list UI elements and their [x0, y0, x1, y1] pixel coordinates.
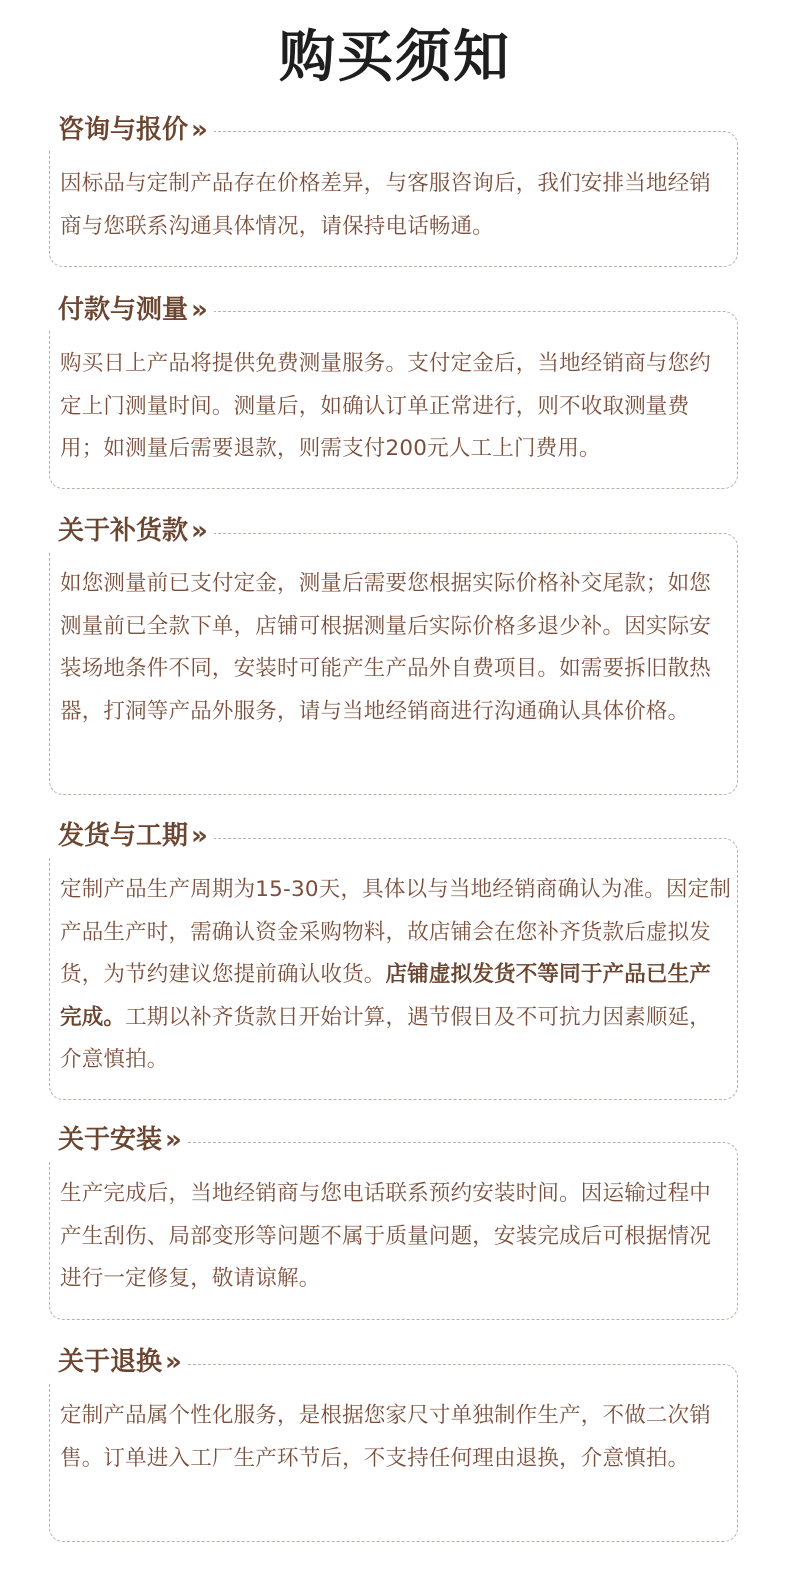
double-chevron-right-icon: »: [191, 295, 208, 325]
section-heading: [49, 816, 214, 856]
section-body: [60, 869, 732, 1082]
section-body: 如您测量前已支付定金，测量后需要您根据实际价格补交尾款；如您测量前已全款下单，店铺可根据测量后实际价格多退少补。因实际安装场地条件不同，安装时可能产生产品外自费项目。如需要拆旧散热器，打洞等产品外服务，请与当地经销商进行沟通确认具体价格。: [60, 571, 712, 724]
section-heading-label: 付款与测量: [58, 295, 189, 325]
double-chevron-right-icon: »: [191, 821, 208, 851]
double-chevron-right-icon: »: [165, 1125, 182, 1155]
double-chevron-right-icon: »: [191, 115, 208, 145]
section-body: 因标品与定制产品存在价格差异，与客服咨询后，我们安排当地经销商与您联系沟通具体情况，请保持电话畅通。: [60, 171, 712, 239]
section-heading-label: 关于补货款: [58, 516, 189, 546]
section-heading-label: 发货与工期: [58, 821, 189, 851]
section-heading-label: 关于安装: [58, 1125, 163, 1155]
section-heading: [49, 1120, 188, 1160]
section-body-emphasis: 店铺虚拟发货不等同于产品已生产完成。: [60, 962, 712, 1030]
section-heading: [49, 511, 214, 551]
section-body: 定制产品属个性化服务，是根据您家尺寸单独制作生产，不做二次销售。订单进入工厂生产环节后，不支持任何理由退换，介意慎拍。: [60, 1403, 712, 1471]
section-body: 购买日上产品将提供免费测量服务。支付定金后，当地经销商与您约定上门测量时间。测量后，如确认订单正常进行，则不收取测量费用；如测量后需要退款，则需支付200元人工上门费用。: [60, 351, 712, 461]
double-chevron-right-icon: »: [191, 516, 208, 546]
section-body: 生产完成后，当地经销商与您电话联系预约安装时间。因运输过程中产生刮伤、局部变形等问题不属于质量问题，安装完成后可根据情况进行一定修复，敬请谅解。: [60, 1181, 712, 1291]
section-heading: [49, 290, 214, 330]
section-heading-label: 咨询与报价: [58, 115, 189, 145]
section-heading: [49, 110, 214, 150]
section-body-text: 定制产品生产周期为15-30天，具体以与当地经销商确认为准。因定制产品生产时，需确认资金采购物料，故店铺会在您补齐货款后虚拟发货，为节约建议您提前确认收货。: [60, 877, 732, 987]
page-title: 购买须知: [279, 25, 511, 90]
double-chevron-right-icon: »: [165, 1347, 182, 1377]
section-heading: [49, 1342, 188, 1382]
section-body-text: 工期以补齐货款日开始计算，遇节假日及不可抗力因素顺延，介意慎拍。: [60, 1004, 712, 1072]
section-heading-label: 关于退换: [58, 1347, 163, 1377]
